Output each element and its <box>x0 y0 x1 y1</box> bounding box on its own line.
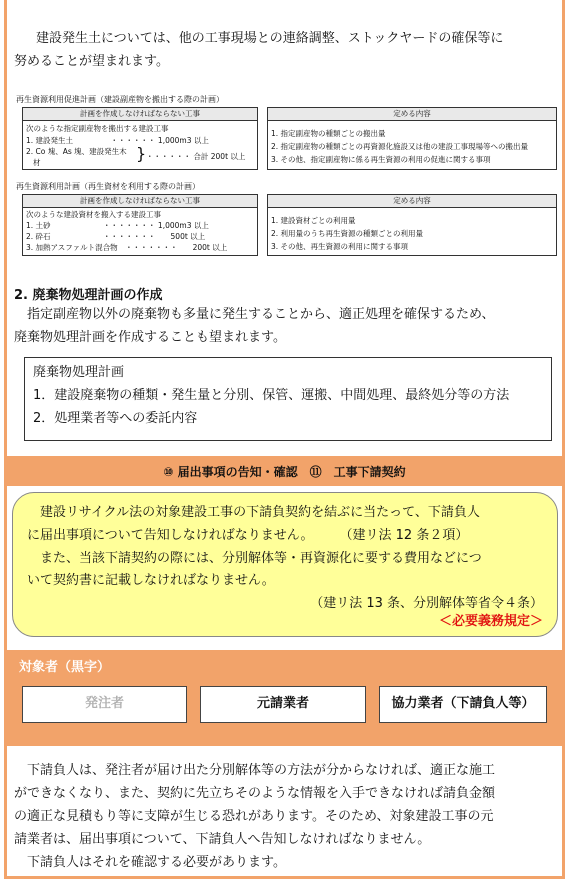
section-band <box>7 456 562 486</box>
section2-line-2: 廃棄物処理計画を作成することも望まれます。 <box>14 330 286 345</box>
closing-line-3: の適正な見積もり等に支障が生じる恐れがあります。そのため、対象建設工事の元 <box>14 809 494 824</box>
intro-line-1: 建設発生土については、他の工事現場との連絡調整、ストックヤードの確保等に <box>36 31 504 46</box>
notice-line-4: いて契約書に記載しなければなりません。 <box>27 573 275 588</box>
plan1-left-row: ・・・・・・ 合計 200t 以上 <box>146 152 246 161</box>
plan2-left-row: 2. 砕石 ・・・・・・・ 500t 以上 <box>26 232 206 241</box>
mandatory-label: ＜必要義務規定＞ <box>438 614 543 629</box>
plan1-right-row: 1. 指定副産物の種類ごとの搬出量 <box>271 129 386 138</box>
plan2-left-row: 1. 土砂 ・・・・・・・ 1,000m3 以上 <box>26 221 209 230</box>
plan1-left-row: 1. 建設発生土 ・・・・・・ 1,000m3 以上 <box>26 136 209 145</box>
section2-heading: 2. 廃棄物処理計画の作成 <box>14 288 163 303</box>
plan1-right-row: 3. その他、指定副産物に係る再生資源の利用の促進に関する事項 <box>271 155 491 164</box>
waste-plan-item: 2．処理業者等への委託内容 <box>33 411 198 426</box>
plan2-caption: 再生資源利用計画（再生資材を利用する際の計画） <box>16 182 200 191</box>
notice-line-2: に届出事項について告知しなければなりません。 （建リ法 12 条２項） <box>27 528 469 543</box>
target-label: 対象者（黒字） <box>19 660 111 675</box>
plan2-right-row: 1. 建設資材ごとの利用量 <box>271 216 356 225</box>
notice-line-1: 建設リサイクル法の対象建設工事の下請負契約を結ぶに当たって、下請負人 <box>27 505 480 520</box>
plan1-left-header: 計画を作成しなければならない工事 <box>23 108 257 121</box>
closing-line-2: ができなくなり、また、契約に先立ちそのような情報を入手できなければ請負金額 <box>14 786 496 801</box>
plan1-left-row: 次のような指定副産物を搬出する建設工事 <box>26 124 169 133</box>
role-orderer: 発注者 <box>22 686 187 723</box>
plan2-left-header: 計画を作成しなければならない工事 <box>23 195 257 208</box>
plan1-right-table <box>267 107 557 170</box>
plan1-right-header: 定める内容 <box>268 108 556 121</box>
plan2-left-table <box>22 194 258 256</box>
plan1-left-table <box>22 107 258 170</box>
notice-line-5: （建リ法 13 条、分別解体等省令４条） <box>310 596 543 611</box>
closing-line-1: 下請負人は、発注者が届け出た分別解体等の方法が分からなければ、適正な施工 <box>14 763 496 778</box>
waste-plan-item: 1．建設廃棄物の種類・発生量と分別、保管、運搬、中間処理、最終処分等の方法 <box>33 388 510 403</box>
plan2-right-row: 2. 利用量のうち再生資源の種類ごとの利用量 <box>271 229 424 238</box>
role-subcontractor: 協力業者（下請負人等） <box>379 686 547 723</box>
notice-box <box>12 492 558 637</box>
band-title: ⑩ 届出事項の告知・確認 ⑪ 工事下請契約 <box>163 465 406 479</box>
closing-line-4: 請業者は、届出事項について、下請負人へ告知しなければなりません。 <box>14 832 431 847</box>
intro-line-2: 努めることが望まれます。 <box>14 54 169 69</box>
waste-plan-box <box>24 357 552 441</box>
plan1-caption: 再生資源利用促進計画（建設副産物を搬出する際の計画） <box>16 95 224 104</box>
plan2-right-row: 3. その他、再生資源の利用に関する事項 <box>271 242 409 251</box>
plan2-left-row: 3. 加熱アスファルト混合物 ・・・・・・・ 200t 以上 <box>26 243 228 252</box>
notice-line-3: また、当該下請契約の際には、分別解体等・再資源化に要する費用などにつ <box>27 551 482 566</box>
closing-line-5: 下請負人はそれを確認する必要があります。 <box>14 855 286 870</box>
role-prime-contractor: 元請業者 <box>200 686 366 723</box>
plan2-right-table <box>267 194 557 256</box>
brace: } <box>136 144 147 163</box>
plan1-right-row: 2. 指定副産物の種類ごとの再資源化施設又は他の建設工事現場等への搬出量 <box>271 142 529 151</box>
plan1-left-row: 2. Co 塊、As 塊、建設発生木 <box>26 147 127 156</box>
waste-plan-title: 廃棄物処理計画 <box>33 365 125 380</box>
plan2-right-header: 定める内容 <box>268 195 556 208</box>
plan2-left-row: 次のような建設資材を搬入する建設工事 <box>26 210 161 219</box>
section2-line-1: 指定副産物以外の廃棄物も多量に発生することから、適正処理を確保するため、 <box>14 307 495 322</box>
plan1-left-row: 材 <box>33 158 41 167</box>
